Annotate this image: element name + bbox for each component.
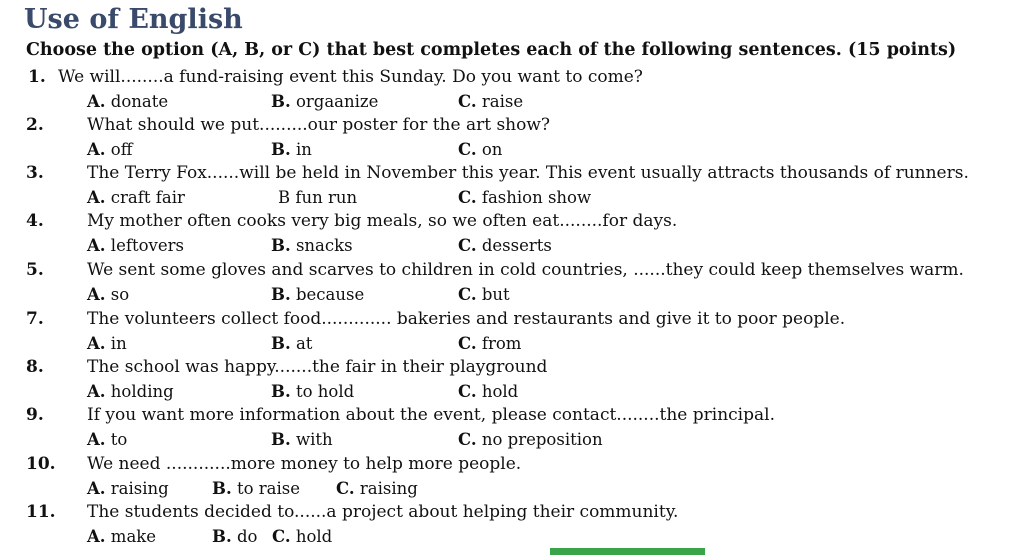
question-text: We need ............more money to help more people. bbox=[87, 454, 522, 474]
option-a: A. holding bbox=[87, 382, 174, 401]
option-b: B. in bbox=[271, 140, 312, 159]
option-a: A. donate bbox=[87, 92, 169, 111]
question-item bbox=[0, 357, 1024, 406]
option-c: C. raising bbox=[336, 479, 418, 498]
question-item bbox=[0, 309, 1024, 358]
option-b: B fun run bbox=[278, 188, 358, 207]
option-c: C. raise bbox=[458, 92, 524, 111]
page-title: Use of English bbox=[24, 4, 243, 35]
option-c: C. hold bbox=[272, 527, 333, 546]
bottom-tab-bar bbox=[550, 548, 705, 555]
question-text: The school was happy.......the fair in their playground bbox=[87, 357, 548, 377]
option-a: A. off bbox=[87, 140, 133, 159]
option-c: C. no preposition bbox=[458, 430, 603, 449]
question-text: What should we put.........our poster for the art show? bbox=[87, 115, 551, 135]
question-text: The students decided to......a project about helping their community. bbox=[87, 502, 679, 522]
option-c: C. desserts bbox=[458, 236, 552, 255]
option-b: B. at bbox=[271, 334, 313, 353]
question-item bbox=[0, 454, 1024, 503]
question-item bbox=[0, 163, 1024, 212]
question-text: We sent some gloves and scarves to children in cold countries, ......they could keep themselves warm. bbox=[87, 260, 964, 280]
option-b: B. do bbox=[212, 527, 258, 546]
instructions: Choose the option (A, B, or C) that best completes each of the following sentences. (15 points) bbox=[26, 40, 957, 60]
question-text: The volunteers collect food............. bakeries and restaurants and give it to poor people. bbox=[87, 309, 846, 329]
question-number: 5. bbox=[26, 260, 44, 280]
option-c: C. hold bbox=[458, 382, 519, 401]
question-number: 3. bbox=[26, 163, 44, 183]
question-number: 7. bbox=[26, 309, 44, 329]
question-text: We will........a fund-raising event this Sunday. Do you want to come? bbox=[58, 67, 643, 87]
question-number: 1. bbox=[28, 67, 46, 87]
question-number: 4. bbox=[26, 211, 44, 231]
question-number: 11. bbox=[26, 502, 56, 522]
question-number: 8. bbox=[26, 357, 44, 377]
option-a: A. raising bbox=[87, 479, 169, 498]
question-item bbox=[0, 260, 1024, 309]
option-c: C. fashion show bbox=[458, 188, 592, 207]
option-a: A. leftovers bbox=[87, 236, 184, 255]
option-a: A. to bbox=[87, 430, 128, 449]
question-item bbox=[0, 405, 1024, 454]
question-item bbox=[0, 502, 1024, 551]
option-c: C. on bbox=[458, 140, 503, 159]
option-c: C. from bbox=[458, 334, 522, 353]
option-a: A. make bbox=[87, 527, 157, 546]
question-number: 2. bbox=[26, 115, 44, 135]
option-b: B. orgaanize bbox=[271, 92, 379, 111]
option-a: A. in bbox=[87, 334, 127, 353]
option-c: C. but bbox=[458, 285, 510, 304]
question-text: The Terry Fox......will be held in November this year. This event usually attracts thousands of runners. bbox=[87, 163, 969, 183]
question-item bbox=[0, 115, 1024, 164]
option-b: B. to hold bbox=[271, 382, 355, 401]
question-text: If you want more information about the event, please contact........the principal. bbox=[87, 405, 775, 425]
option-a: A. craft fair bbox=[87, 188, 185, 207]
question-number: 9. bbox=[26, 405, 44, 425]
option-b: B. snacks bbox=[271, 236, 353, 255]
option-a: A. so bbox=[87, 285, 130, 304]
question-item bbox=[0, 67, 1024, 116]
option-b: B. with bbox=[271, 430, 333, 449]
question-text: My mother often cooks very big meals, so we often eat........for days. bbox=[87, 211, 678, 231]
option-b: B. to raise bbox=[212, 479, 300, 498]
question-number: 10. bbox=[26, 454, 56, 474]
question-item bbox=[0, 211, 1024, 260]
option-b: B. because bbox=[271, 285, 365, 304]
